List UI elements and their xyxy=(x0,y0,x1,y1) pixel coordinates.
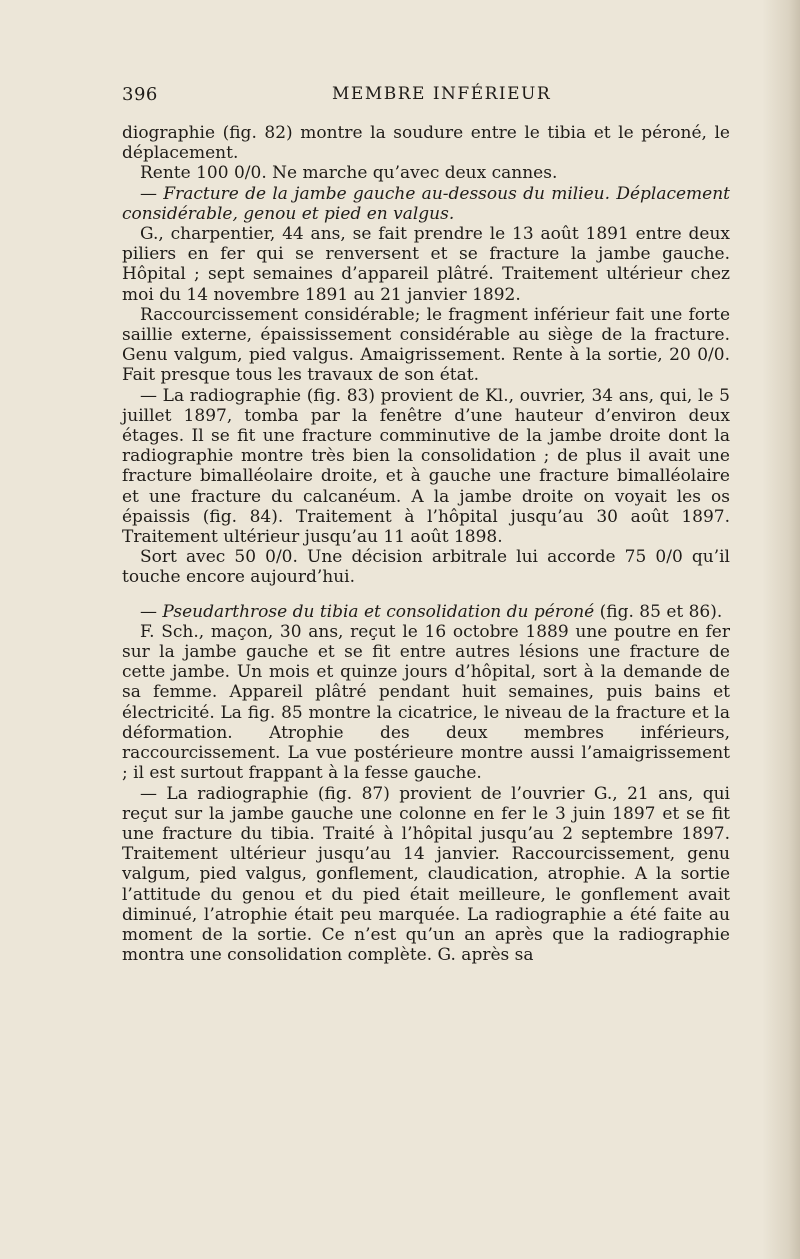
paragraph: — La radiographie (fig. 87) provient de l’ouvrier G., 21 ans, qui reçut sur la jambe gauche une colonne en fer le 3 juin 1897 et se fit une fracture du tibia. Traité à l’hôpital jusqu’au 2 septembre 1897. Traitement ultérieur jusqu’au 14 janvier. Raccourcissement, genu valgum, pied valgus, gonflement, claudication, atrophie. A la sortie l’attitude du genou et du pied était meilleure, le gonflement avait diminué, l’atrophie était peu marquée. La radiographie a été faite au moment de la sortie. Ce n’est qu’un an après que la radiographie montra une consolidation complète. G. après sa xyxy=(122,783,730,966)
page-number: 396 xyxy=(122,84,158,105)
page-edge-shadow xyxy=(762,0,800,1259)
paragraph: — La radiographie (fig. 83) provient de Kl., ouvrier, 34 ans, qui, le 5 juillet 1897, tomba par la fenêtre d’une hauteur d’environ deux étages. Il se fit une fracture comminutive de la jambe droite dont la radiographie montre très bien la consolidation ; de plus il avait une fracture bimalléolaire droite, et à gauche une fracture bimalléolaire et une fracture du calcanéum. A la jambe droite on voyait les os épaissis (fig. 84). Traitement à l’hôpital jusqu’au 30 août 1897. Traitement ultérieur jusqu’au 11 août 1898. xyxy=(122,385,730,548)
paragraph: Raccourcissement considérable; le fragment inférieur fait une forte saillie externe, épaississement considérable au siège de la fracture. Genu valgum, pied valgus. Amaigrissement. Rente à la sortie, 20 0/0. Fait presque tous les travaux de son état. xyxy=(122,304,730,386)
section-heading: — Pseudarthrose du tibia et consolidation du péroné (fig. 85 et 86). xyxy=(140,601,723,622)
paragraph: Sort avec 50 0/0. Une décision arbitrale lui accorde 75 0/0 qu’il touche encore aujourd’hui. xyxy=(122,547,730,588)
body-text xyxy=(122,123,730,965)
section-heading: — Fracture de la jambe gauche au-dessous du milieu. Déplacement considérable, genou et pied en valgus. xyxy=(122,183,731,224)
paragraph: diographie (fig. 82) montre la soudure entre le tibia et le péroné, le déplacement. xyxy=(122,123,730,164)
paragraph: F. Sch., maçon, 30 ans, reçut le 16 octobre 1889 une poutre en fer sur la jambe gauche et se fit entre autres lésions une fracture de cette jambe. Un mois et quinze jours d’hôpital, sort à la demande de sa femme. Appareil plâtré pendant huit semaines, puis bains et électricité. La fig. 85 montre la cicatrice, le niveau de la fracture et la déformation. Atrophie des deux membres inférieurs, raccourcissement. La vue postérieure montre aussi l’amaigrissement ; il est surtout frappant à la fesse gauche. xyxy=(122,621,730,784)
paragraph: Rente 100 0/0. Ne marche qu’avec deux cannes. xyxy=(140,163,558,184)
running-title: MEMBRE INFÉRIEUR xyxy=(332,84,552,104)
paragraph: G., charpentier, 44 ans, se fait prendre le 13 août 1891 entre deux piliers en fer qui se renversent et se fracture la jambe gauche. Hôpital ; sept semaines d’appareil plâtré. Traitement ultérieur chez moi du 14 novembre 1891 au 21 janvier 1892. xyxy=(122,224,730,305)
page-header xyxy=(122,84,730,112)
